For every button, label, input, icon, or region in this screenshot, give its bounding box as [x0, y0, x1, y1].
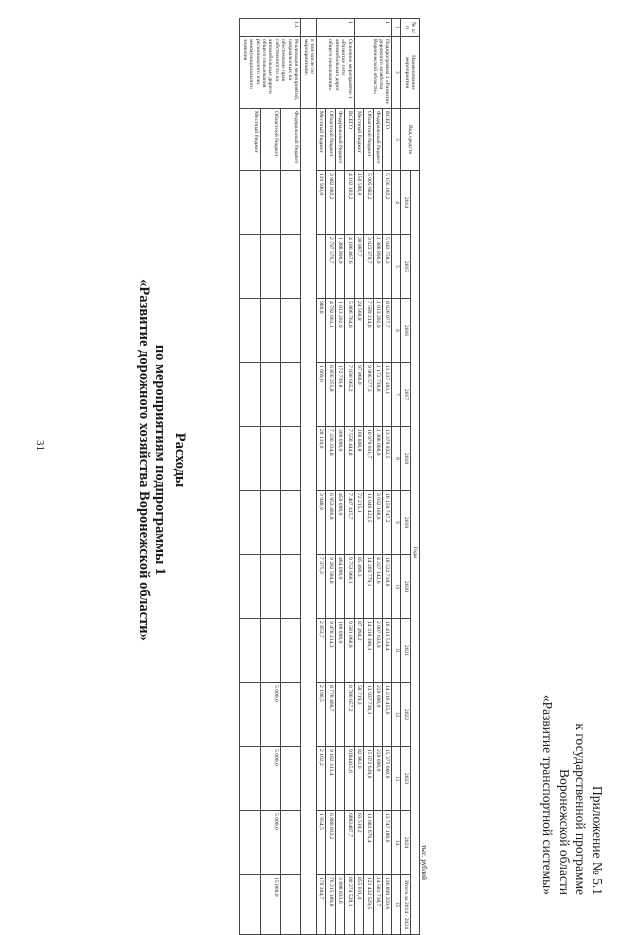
value-cell: 464 000,0: [335, 555, 344, 619]
value-cell: 82 961,0: [354, 747, 363, 811]
index-cell: 3: [392, 109, 401, 171]
note-row: [301, 19, 317, 935]
value-cell: [240, 235, 260, 299]
value-cell: 13 683 670,4: [364, 811, 373, 875]
value-cell: [260, 427, 280, 491]
value-cell: 87 494,2: [354, 619, 363, 683]
table-row: [335, 19, 344, 935]
value-cell: 6 953 466,8: [326, 491, 335, 555]
value-cell: 3 623 370,7: [364, 235, 373, 299]
value-cell: 4 227 142,6: [373, 555, 382, 619]
header-year: 2023: [401, 747, 410, 811]
value-cell: 15 072 639,0: [364, 747, 373, 811]
value-cell: 58 719,3: [354, 683, 363, 747]
value-cell: [260, 299, 280, 363]
value-cell: 11 237 183,1: [382, 363, 391, 427]
table-row: [240, 19, 260, 935]
value-cell: [280, 811, 300, 875]
value-cell: [240, 363, 260, 427]
value-cell: 7 589 214,0: [364, 299, 373, 363]
value-cell: [280, 747, 300, 811]
subprogram-name: «Развитие дорожного хозяйства Воронежской области»: [136, 279, 152, 641]
value-cell: 1 300 000,0: [373, 427, 382, 491]
header-year: 2021: [401, 619, 410, 683]
value-cell: 6 856 255,8: [326, 363, 335, 427]
total-cell: 3 898 833,6: [335, 875, 344, 935]
value-cell: 9 478 214,3: [326, 619, 335, 683]
value-cell: 9 282 584,8: [326, 555, 335, 619]
table-body: [240, 19, 392, 935]
value-cell: [240, 299, 260, 363]
value-cell: 8 778 466,7: [326, 683, 335, 747]
table-row: [326, 19, 335, 935]
value-cell: 28 110,0: [317, 427, 326, 491]
value-cell: 900,0: [317, 299, 326, 363]
activity-name: Реализация мероприятий, направленных на обеспечение прав собственности на автомобильные дороги общего пользования регионального или межмуниципального значения: [240, 37, 301, 109]
value-cell: 2 007 633,9: [373, 619, 382, 683]
value-cell: [280, 299, 300, 363]
total-cell: 15 000,0: [260, 875, 280, 935]
appendix-line-1: Приложение № 5.1: [590, 786, 605, 895]
value-cell: 13 046 423,5: [364, 491, 373, 555]
value-cell: [335, 171, 344, 235]
value-cell: [280, 363, 300, 427]
value-cell: 5 156 182,2: [382, 171, 391, 235]
value-cell: [240, 555, 260, 619]
funding-source: Местный бюджет: [354, 109, 363, 171]
value-cell: 100 800,8: [354, 427, 363, 491]
units-label: тыс. рублей: [420, 845, 428, 880]
note-spacer: [301, 19, 317, 37]
table-row: [317, 19, 326, 935]
value-cell: 24 560,8: [354, 299, 363, 363]
page-number: 31: [34, 440, 46, 451]
value-cell: 3 032 108,6: [373, 491, 382, 555]
index-cell: 7: [392, 363, 401, 427]
value-cell: [280, 491, 300, 555]
value-cell: 16 413 534,4: [382, 619, 391, 683]
total-cell: 855 011,4: [354, 875, 363, 935]
value-cell: 8 626 977,7: [382, 299, 391, 363]
value-cell: [240, 683, 260, 747]
funding-source: ВСЕГО: [382, 109, 391, 171]
value-cell: 450 000,0: [335, 491, 344, 555]
value-cell: [240, 427, 260, 491]
value-cell: 7 230 334,8: [326, 427, 335, 491]
value-cell: 172 739,8: [335, 363, 344, 427]
value-cell: [280, 555, 300, 619]
header-year: 2014: [401, 171, 410, 235]
index-cell: 11: [392, 619, 401, 683]
value-cell: 1 172 739,8: [373, 363, 382, 427]
index-cell: 2: [392, 37, 401, 109]
document-subtitle: по мероприятиям подпрограммы 1: [152, 344, 168, 576]
value-cell: [280, 427, 300, 491]
value-cell: 4 102 182,2: [345, 171, 354, 235]
value-cell: 100 000,0: [335, 619, 344, 683]
funding-source: Федеральный бюджет: [335, 109, 344, 171]
index-cell: 6: [392, 299, 401, 363]
value-cell: [240, 619, 260, 683]
table-row: [260, 19, 280, 935]
header-year: 2016: [401, 299, 410, 363]
value-cell: 72 215,1: [354, 491, 363, 555]
value-cell: 97 866,0: [354, 363, 363, 427]
index-cell: 12: [392, 683, 401, 747]
value-cell: 9 966 577,3: [364, 363, 373, 427]
value-cell: 150 500,0: [354, 171, 363, 235]
value-cell: [335, 747, 344, 811]
value-cell: [373, 811, 382, 875]
value-cell: 1 669,6: [317, 363, 326, 427]
funding-source: Областной бюджет: [260, 109, 280, 171]
table-row: [364, 19, 373, 935]
total-cell: 14 581 718,7: [373, 875, 382, 935]
index-cell: 13: [392, 747, 401, 811]
value-cell: 14 209 779,1: [364, 555, 373, 619]
value-cell: 9184415,6: [345, 747, 354, 811]
value-cell: 7 407 415,7: [345, 491, 354, 555]
value-cell: 5 000,0: [260, 811, 280, 875]
header-year: 2017: [401, 363, 410, 427]
index-cell: 1: [392, 19, 401, 37]
row-number: 1.1: [240, 19, 301, 37]
appendix-line-2: к государственной программе: [573, 723, 589, 895]
value-cell: [280, 683, 300, 747]
appendix-line-4: «Развитие транспортной системы»: [540, 694, 556, 895]
funding-source: Областной бюджет: [364, 109, 373, 171]
header-year: 2022: [401, 683, 410, 747]
total-cell: 76 215 389,8: [326, 875, 335, 935]
funding-source: Федеральный бюджет: [280, 109, 300, 171]
value-cell: 3 982 682,2: [326, 171, 335, 235]
value-cell: 220 000,0: [373, 683, 382, 747]
header-year: 2015: [401, 235, 410, 299]
value-cell: [373, 171, 382, 235]
appendix-header: [538, 535, 604, 895]
value-cell: 5 005 682,2: [364, 171, 373, 235]
value-cell: 3 948,9: [317, 491, 326, 555]
value-cell: 13 379 832,5: [382, 427, 391, 491]
value-cell: 63 510,2: [354, 811, 363, 875]
value-cell: 85 496,3: [354, 555, 363, 619]
value-cell: [280, 235, 300, 299]
value-cell: 13 747 180,6: [382, 811, 391, 875]
header-year: 2020: [401, 555, 410, 619]
value-cell: [317, 235, 326, 299]
value-cell: [240, 747, 260, 811]
index-cell: 15: [392, 875, 401, 935]
index-cell: 9: [392, 491, 401, 555]
row-number: 1: [317, 19, 355, 37]
value-cell: 1 013 202,9: [373, 299, 382, 363]
table-row: [373, 19, 382, 935]
index-cell: 8: [392, 427, 401, 491]
value-cell: [260, 491, 280, 555]
in-that-number-label: в том числе по мероприятиям:: [301, 37, 317, 109]
value-cell: 4 186 467,6: [345, 235, 354, 299]
value-cell: 10 979 031,7: [364, 427, 373, 491]
index-cell: 5: [392, 235, 401, 299]
value-cell: [260, 363, 280, 427]
total-cell: 121 432 529,5: [364, 875, 373, 935]
value-cell: [240, 811, 260, 875]
value-cell: 8 780 657,2: [345, 683, 354, 747]
value-cell: [240, 491, 260, 555]
header-years-group: Годы: [410, 171, 419, 935]
value-cell: 220 000,0: [373, 747, 382, 811]
value-cell: [240, 171, 260, 235]
value-cell: 5 806 764,0: [345, 299, 354, 363]
value-cell: 4 792 661,1: [326, 299, 335, 363]
header-row-1: [410, 19, 419, 935]
value-cell: 30 887,7: [354, 235, 363, 299]
value-cell: 2 797 576,7: [326, 235, 335, 299]
header-total: Итого за 2014 - 2024: [401, 875, 410, 935]
value-cell: 13 937 736,3: [364, 683, 373, 747]
value-cell: 7 030 665,2: [345, 363, 354, 427]
column-index-row: [392, 19, 401, 935]
value-cell: 300 000,0: [335, 427, 344, 491]
value-cell: 5 000,0: [260, 683, 280, 747]
index-cell: 14: [392, 811, 401, 875]
value-cell: 119 500,0: [317, 171, 326, 235]
value-cell: 7 375,3: [317, 555, 326, 619]
value-cell: 18 532 718,0: [382, 555, 391, 619]
value-cell: [335, 683, 344, 747]
value-cell: 6 880 833,2: [326, 811, 335, 875]
value-cell: 1 013 202,9: [335, 299, 344, 363]
value-cell: 5 043 758,3: [382, 235, 391, 299]
header-year: 2018: [401, 427, 410, 491]
value-cell: [280, 171, 300, 235]
value-cell: [260, 235, 280, 299]
value-cell: 9 182 313,4: [326, 747, 335, 811]
index-cell: 4: [392, 171, 401, 235]
value-cell: [260, 619, 280, 683]
value-cell: 2 190,5: [317, 683, 326, 747]
value-cell: [335, 811, 344, 875]
table-row: [354, 19, 363, 935]
expenses-table: [239, 18, 420, 935]
funding-source: Местный бюджет: [240, 109, 260, 171]
value-cell: 1 388 890,9: [373, 235, 382, 299]
funding-source: Местный бюджет: [317, 109, 326, 171]
table-row: [280, 19, 300, 935]
value-cell: 14 318 396,3: [364, 619, 373, 683]
document-title: Расходы: [172, 432, 188, 488]
total-cell: 136 899 259,6: [382, 875, 391, 935]
funding-source: ВСЕГО: [345, 109, 354, 171]
table-row: [345, 19, 354, 935]
value-cell: 16 150 747,2: [382, 491, 391, 555]
value-cell: 5 000,0: [260, 747, 280, 811]
header-source: Вид средств: [401, 109, 420, 171]
value-cell: 7 558 444,8: [345, 427, 354, 491]
activity-name: Подпрограмма 1 «Развитие дорожного хозяйства Воронежской области»: [354, 37, 392, 109]
value-cell: 2 853,7: [317, 619, 326, 683]
value-cell: 14 216 455,6: [382, 683, 391, 747]
header-year: 2024: [401, 811, 410, 875]
value-cell: 15 375 600,0: [382, 747, 391, 811]
value-cell: 2 102,2: [317, 747, 326, 811]
header-num: № п/п: [401, 19, 420, 37]
value-cell: 9 581 068,0: [345, 619, 354, 683]
value-cell: 6882487,7: [345, 811, 354, 875]
total-cell: 80 274 528,1: [345, 875, 354, 935]
header-name: Наименование мероприятия: [401, 37, 420, 109]
table-row: [382, 19, 391, 935]
index-cell: 10: [392, 555, 401, 619]
row-number: 1: [354, 19, 392, 37]
value-cell: 1 654,5: [317, 811, 326, 875]
funding-source: Областной бюджет: [326, 109, 335, 171]
value-cell: 9 753 960,1: [345, 555, 354, 619]
value-cell: [260, 555, 280, 619]
value-cell: [280, 619, 300, 683]
value-cell: 1 388 890,9: [335, 235, 344, 299]
header-year: 2019: [401, 491, 410, 555]
activity-name: Основное мероприятие 1 «Развитие сети автомобильных дорог общего пользования»: [317, 37, 355, 109]
total-cell: 170 304,7: [317, 875, 326, 935]
funding-source: Федеральный бюджет: [373, 109, 382, 171]
appendix-line-3: Воронежской области: [557, 769, 572, 895]
value-cell: [260, 171, 280, 235]
note-spacer: [301, 109, 317, 935]
